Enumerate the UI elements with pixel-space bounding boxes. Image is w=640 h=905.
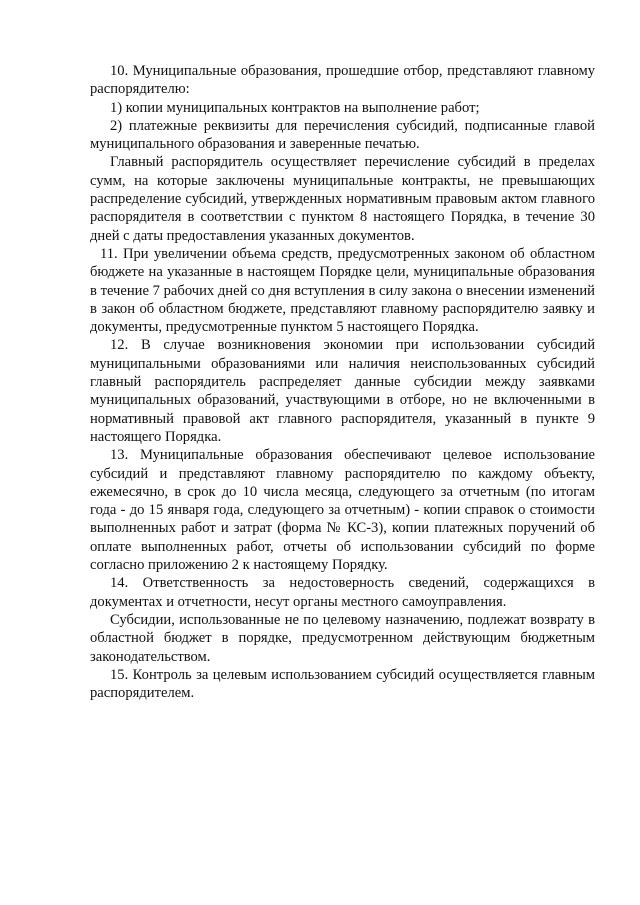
paragraph-transfer-of-subsidies: Главный распорядитель осуществляет перечисление субсидий в пределах сумм, на которые заключены муниципальные контракты, не превышающих распределение субсидий, утвержденных нормативным правовым актом главного распорядителя в соответствии с пунктом 8 настоящего Порядка, в течение 30 дней с даты предоставления указанных документов. — [90, 154, 595, 244]
paragraph-15: 15. Контроль за целевым использованием субсидий осуществляется главным распорядителем. — [90, 666, 595, 702]
paragraph-10-item-2: 2) платежные реквизиты для перечисления субсидий, подписанные главой муниципального образования и заверенные печатью. — [90, 117, 595, 153]
paragraph-11: 11. При увеличении объема средств, предусмотренных законом об областном бюджете на указанные в настоящем Порядке цели, муниципальные образования в течение 7 рабочих дней со дня вступления в силу закона о внесении изменений в закон об областном бюджете, представляют главному распорядителю заявку и документы, предусмотренные пунктом 5 настоящего Порядка. — [90, 245, 595, 336]
paragraph-12: 12. В случае возникновения экономии при использовании субсидий муниципальными образованиями или наличия неиспользованных субсидий главный распорядитель распределяет данные субсидии между заявками муниципальных образований, участвующими в отборе, но не включенными в нормативный правовой акт главного распорядителя, указанный в пункте 9 настоящего Порядка. — [90, 337, 595, 445]
paragraph-10: 10. Муниципальные образования, прошедшие отбор, представляют главному распорядителю: — [90, 63, 595, 98]
paragraph-return-of-subsidies: Субсидии, использованные не по целевому назначению, подлежат возврату в областной бюджет в порядке, предусмотренном действующим бюджетным законодательством. — [90, 611, 595, 665]
paragraph-14: 14. Ответственность за недостоверность сведений, содержащихся в документах и отчетности, несут органы местного самоуправления. — [90, 575, 595, 610]
document-body — [90, 62, 595, 702]
paragraph-13: 13. Муниципальные образования обеспечивают целевое использование субсидий и представляют главному распорядителю по каждому объекту, ежемесячно, в срок до 10 числа месяца, следующего за отчетным (по итогам года - до 15 января года, следующего за отчетным) - копии справок о стоимости выполненных работ и затрат (форма № КС-3), копии платежных поручений об оплате выполненных работ, отчеты об использовании субсидий по форме согласно приложению 2 к настоящему Порядку. — [90, 447, 595, 574]
paragraph-10-item-1: 1) копии муниципальных контрактов на выполнение работ; — [110, 99, 480, 116]
